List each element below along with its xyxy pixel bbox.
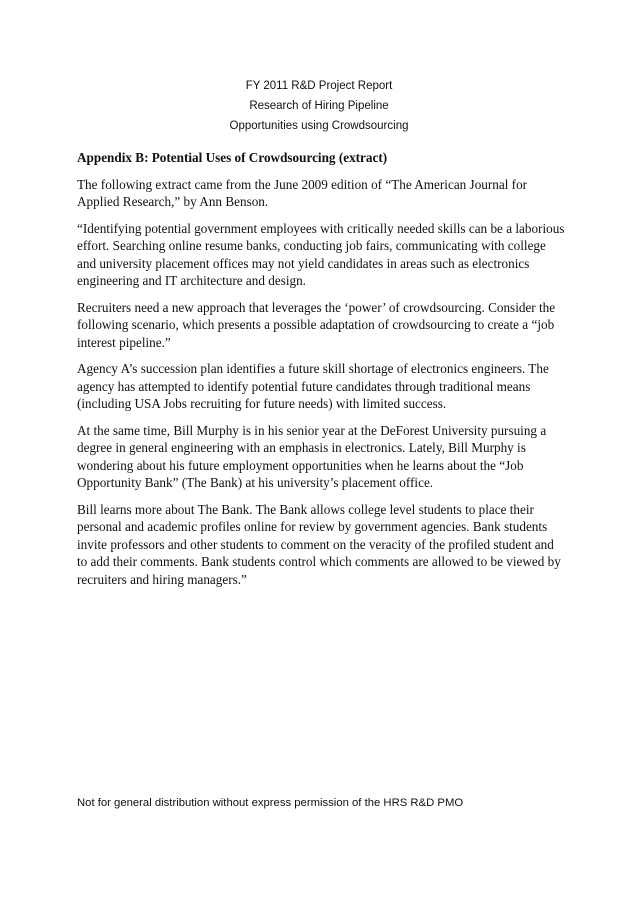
section-heading: Appendix B: Potential Uses of Crowdsourcing (extract) (77, 150, 388, 165)
paragraph-source: The following extract came from the June 2009 edition of “The American Journal for Applied Research,” by Ann Benson. (77, 176, 528, 209)
appendix-section (77, 149, 565, 597)
report-subtitle-line-1: Research of Hiring Pipeline (249, 100, 389, 112)
paragraph-quote-intro: “Identifying potential government employees with critically needed skills can be a laborious effort. Searching online resume banks, conducting job fairs, communicating with college and university placement offices may not yield candidates in areas such as electronics engineering and IT architecture and design. (77, 220, 565, 288)
paragraph-agency-a: Agency A’s succession plan identifies a future skill shortage of electronics engineers. The agency has attempted to identify potential future candidates through traditional means (including USA Jobs recruiting for future needs) with limited success. (77, 361, 549, 411)
paragraph-recruiters: Recruiters need a new approach that leverages the ‘power’ of crowdsourcing. Consider the following scenario, which presents a possible adaptation of crowdsourcing to create a “job interest pipeline.” (77, 299, 556, 350)
paragraph-the-bank: Bill learns more about The Bank. The Bank allows college level students to place their personal and academic profiles online for review by government agencies. Bank students invite professors and other students to comment on the veracity of the profiled student and to add their comments. Bank students control which comments are allowed to be viewed by recruiters and hiring managers.” (77, 501, 561, 587)
report-header (0, 76, 638, 136)
paragraph-bill-murphy: At the same time, Bill Murphy is in his senior year at the DeForest University pursuing a degree in general engineering with an emphasis in electronics. Lately, Bill Murphy is wondering about his future employment opportunities when he learns about the “Job Opportunity Bank” (The Bank) at his university’s placement office. (77, 422, 547, 490)
report-subtitle-line-2: Opportunities using Crowdsourcing (229, 120, 409, 132)
footer-notice: Not for general distribution without express permission of the HRS R&D PMO (77, 797, 464, 809)
report-title: FY 2011 R&D Project Report (245, 80, 393, 92)
